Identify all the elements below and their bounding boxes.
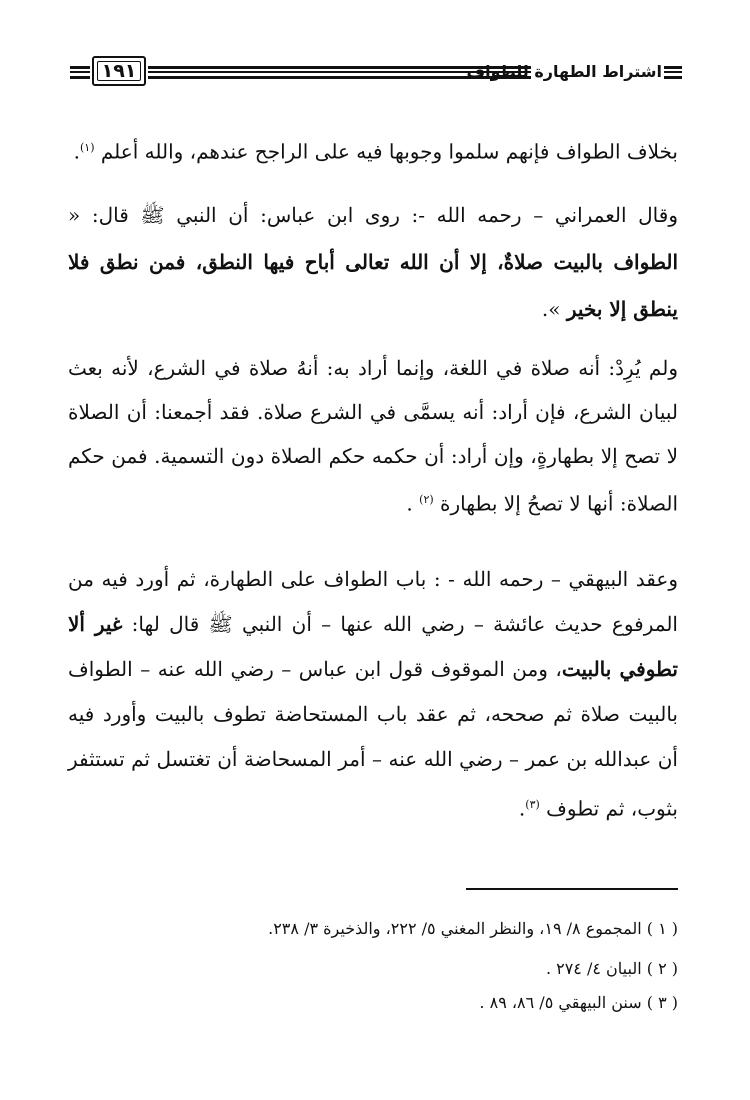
running-title: اشتراط الطهارة للطواف [466, 62, 662, 81]
footnote-ref-2: (٢) [419, 493, 434, 506]
paragraph-2-end: ». [541, 297, 561, 321]
page-header [70, 56, 682, 90]
paragraph-4-text-b: ، ومن الموقوف قول ابن عباس – رضي الله عنه – الطواف بالبيت صلاة ثم صححه، ثم عقد باب المستحاضة تطوف بالبيت وأورد فيه أن عبدالله بن عمر – رضي الله عنه – أمر المسحاضة أن تغتسل ثم تستثفر بثوب، ثم تطوف [68, 657, 678, 821]
paragraph-3-text: ولم يُرِدْ: أنه صلاة في اللغة، وإنما أراد به: أنهُ صلاة في الشرع، لأنه بعث لبيان الشرع، فإن أراد: أنه يسمَّى في الشرع صلاة. فقد أجمعنا: أن الصلاة لا تصح إلا بطهارةٍ، وإن أراد: أن حكمه حكم الصلاة دون التسمية. فمن حكم الصلاة: أنها لا تصحُ إلا بطهارة [68, 356, 678, 516]
paragraph-4 [68, 557, 678, 832]
paragraph-3 [68, 346, 678, 526]
paragraph-4-text-a: وعقد البيهقي – رحمه الله - : باب الطواف على الطهارة، ثم أورد فيه من المرفوع حديث عائشة – رضي الله عنها – أن النبي ﷺ قال لها: [68, 567, 678, 636]
paragraph-2-text: وقال العمراني – رحمه الله -: روى ابن عباس: أن النبي ﷺ قال: « [68, 203, 678, 227]
footnote-ref-1: (١) [80, 141, 95, 154]
paragraph-2 [68, 192, 678, 333]
header-rule-right [664, 66, 682, 79]
paragraph-3-end: . [406, 491, 420, 516]
paragraph-1-end: . [73, 139, 80, 164]
page-number: ١٩١ [92, 56, 146, 86]
hadith-quote-2: غير ألا تطوفي بالبيت [68, 612, 678, 681]
footnote-ref-3: (٣) [525, 798, 540, 811]
paragraph-1 [68, 128, 678, 172]
hadith-quote: الطواف بالبيت صلاةٌ، إلا أن الله تعالى أباح فيها النطق، فمن نطق فلا ينطق إلا بخير [68, 250, 678, 321]
footnote-2: ( ٢ ) البيان ٤/ ٢٧٤ . [545, 959, 678, 978]
footnote-3: ( ٣ ) سنن البيهقي ٥/ ٨٦، ٨٩ . [479, 993, 678, 1012]
footnote-1: ( ١ ) المجموع ٨/ ١٩، والنظر المغني ٥/ ٢٢٢، والذخيرة ٣/ ٢٣٨. [268, 919, 678, 938]
paragraph-1-text: بخلاف الطواف فإنهم سلموا وجوبها فيه على الراجح عندهم، والله أعلم [100, 139, 678, 164]
header-rule-left [70, 66, 90, 79]
paragraph-4-end: . [518, 796, 526, 821]
footnote-divider [466, 888, 678, 890]
